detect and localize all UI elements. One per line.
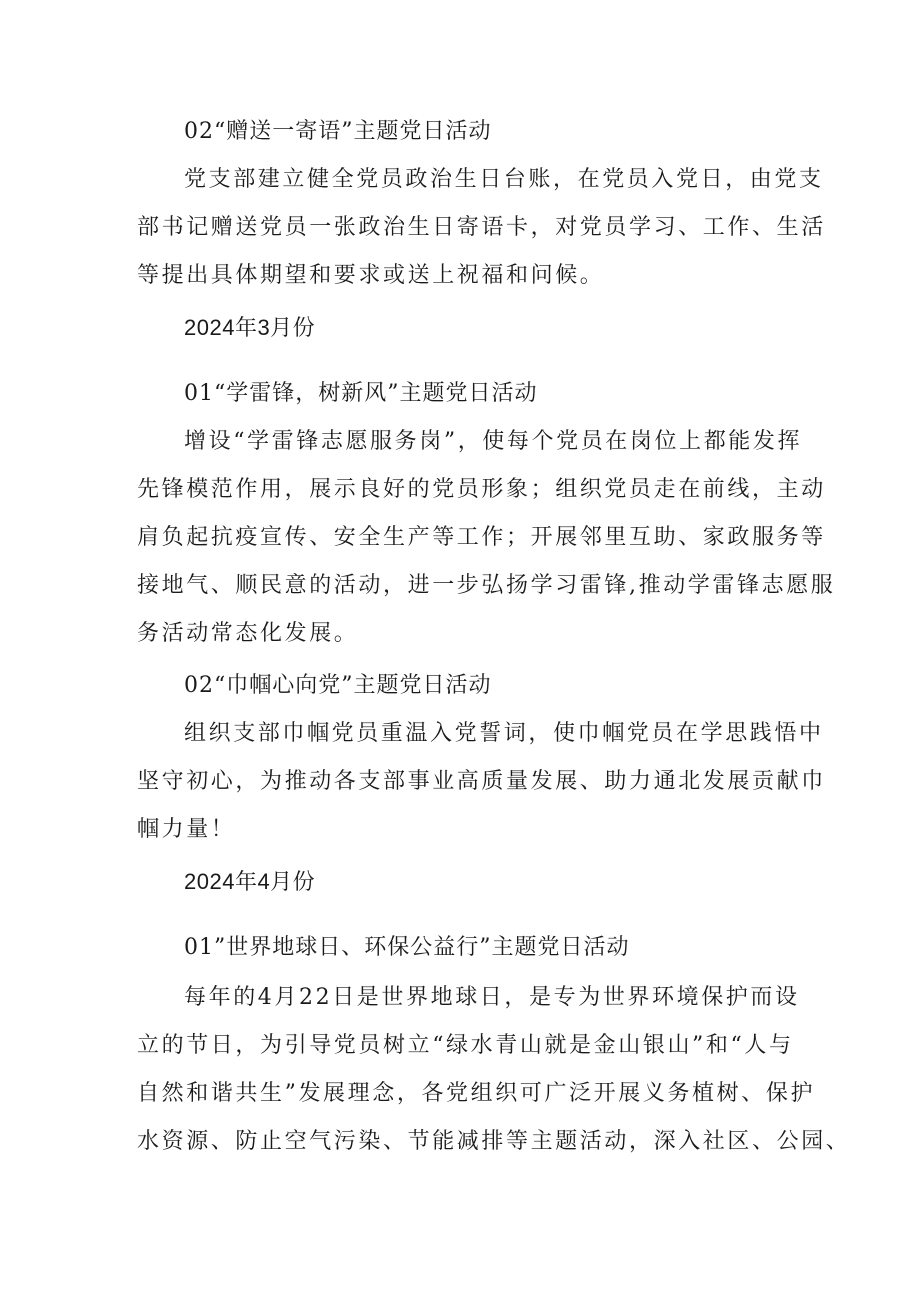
- paragraph-line: 肩负起抗疫宣传、安全生产等工作；开展邻里互助、家政服务等: [137, 525, 826, 550]
- paragraph-line: 组织支部巾帼党员重温入党誓词，使巾帼党员在学思践悟中: [184, 721, 824, 746]
- paragraph-line: 务活动常态化发展。: [137, 621, 359, 646]
- paragraph-line: 部书记赠送党员一张政治生日寄语卡，对党员学习、工作、生活: [137, 215, 826, 240]
- paragraph-line: 每年的4月22日是世界地球日，是专为世界环境保护而设: [184, 985, 800, 1010]
- paragraph-line: 立的节日，为引导党员树立“绿水青山就是金山银山”和“人与: [137, 1033, 794, 1058]
- paragraph-line: 自然和谐共生”发展理念，各党组织可广泛开展义务植树、保护: [137, 1081, 816, 1106]
- paragraph-line: 增设“学雷锋志愿服务岗”，使每个党员在岗位上都能发挥: [184, 429, 803, 454]
- section-heading-learn-leifeng: 01“学雷锋，树新风”主题党日活动: [184, 381, 538, 406]
- paragraph-line: 先锋模范作用，展示良好的党员形象；组织党员走在前线，主动: [137, 477, 826, 502]
- section-heading-earth-day: 01”世界地球日、环保公益行”主题党日活动: [184, 935, 630, 960]
- paragraph-line: 接地气、顺民意的活动，进一步弘扬学习雷锋,推动学雷锋志愿服: [137, 573, 836, 598]
- month-heading-april: 2024年4月份: [184, 869, 316, 894]
- section-heading-women-party: 02“巾帼心向党”主题党日活动: [184, 673, 492, 698]
- paragraph-line: 水资源、防止空气污染、节能减排等主题活动，深入社区、公园、: [137, 1129, 851, 1154]
- month-heading-march: 2024年3月份: [184, 315, 316, 340]
- paragraph-line: 党支部建立健全党员政治生日台账，在党员入党日，由党支: [184, 167, 824, 192]
- section-heading-gift-message: 02“赠送一寄语”主题党日活动: [184, 119, 492, 144]
- paragraph-line: 等提出具体期望和要求或送上祝福和问候。: [137, 263, 605, 288]
- paragraph-line: 坚守初心，为推动各支部事业高质量发展、助力通北发展贡献巾: [137, 769, 826, 794]
- paragraph-line: 帼力量！: [137, 817, 236, 842]
